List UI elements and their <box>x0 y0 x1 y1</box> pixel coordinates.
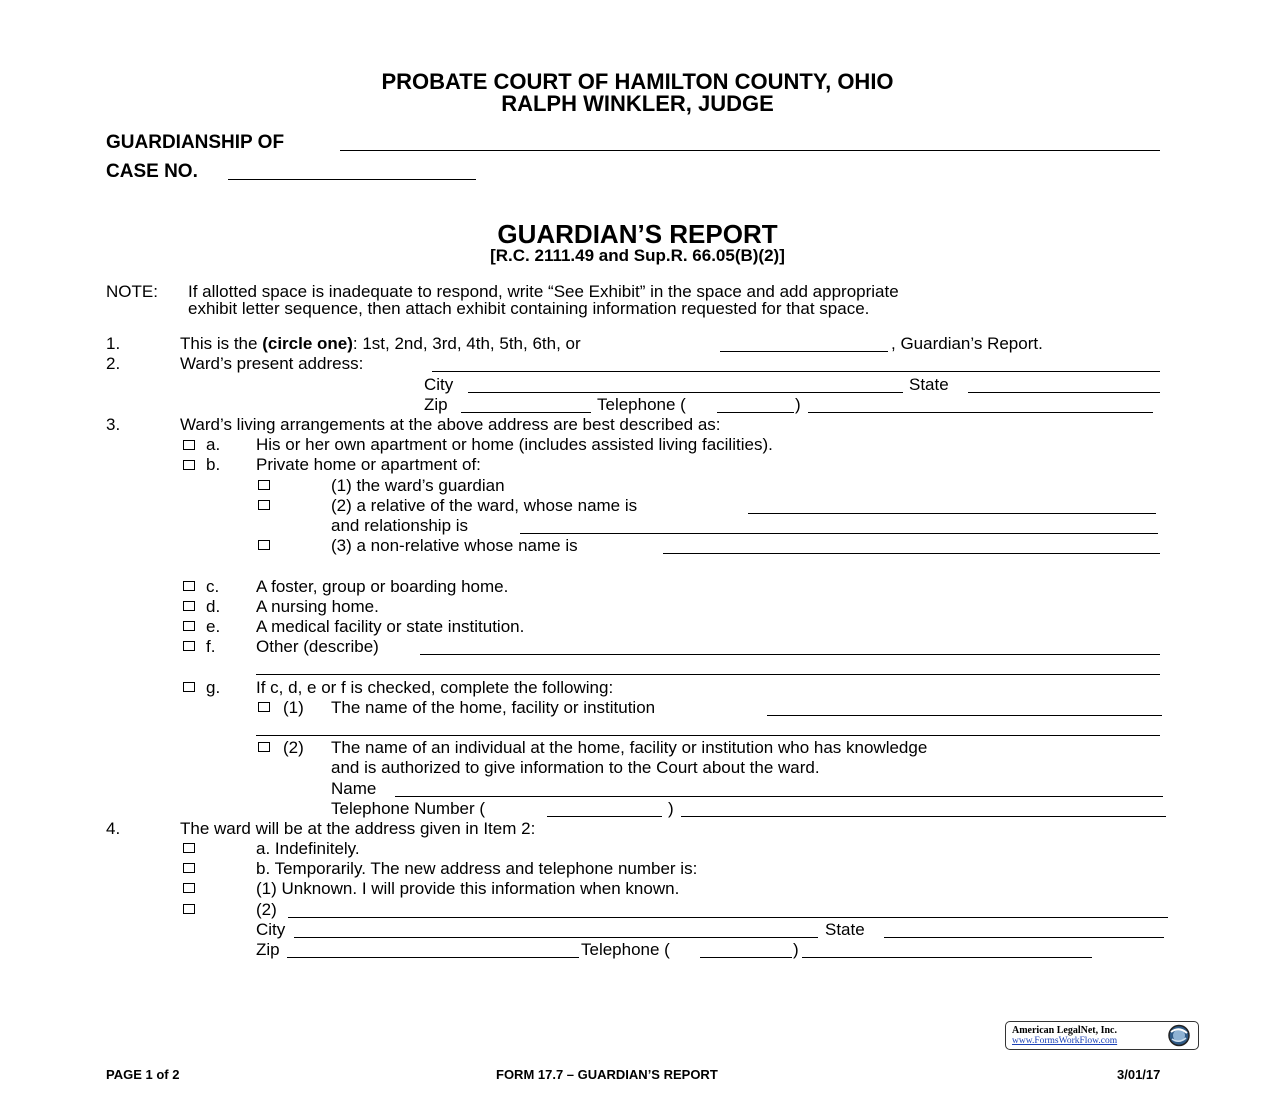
facility-name-field-2[interactable] <box>256 735 1160 736</box>
contact-telephone-label: Telephone Number ( <box>331 799 486 818</box>
area-code-field[interactable] <box>717 412 794 413</box>
guardianship-label: GUARDIANSHIP OF <box>106 132 285 153</box>
logo-company: American LegalNet, Inc. <box>1012 1025 1117 1036</box>
option-3g2-number: (2) <box>283 738 304 757</box>
option-3f-text: Other (describe) <box>256 637 379 656</box>
checkbox-3a[interactable] <box>183 440 195 450</box>
new-zip-field[interactable] <box>287 957 579 958</box>
report-number-field[interactable] <box>720 351 888 352</box>
guardianship-field[interactable] <box>340 150 1160 151</box>
zip-label: Zip <box>424 395 448 414</box>
case-no-field[interactable] <box>228 179 476 180</box>
other-describe-field[interactable] <box>420 654 1160 655</box>
item-4-label: The ward will be at the address given in Item 2: <box>180 819 536 838</box>
relationship-field[interactable] <box>520 533 1158 534</box>
new-address-field[interactable] <box>288 917 1168 918</box>
page-number: PAGE 1 of 2 <box>106 1067 180 1082</box>
relative-name-field[interactable] <box>748 513 1156 514</box>
option-3e-letter: e. <box>206 617 221 636</box>
option-3b3-text: (3) a non-relative whose name is <box>331 536 578 555</box>
new-zip-label: Zip <box>256 940 280 959</box>
option-3a-letter: a. <box>206 435 221 454</box>
item-4-number: 4. <box>106 819 121 838</box>
new-telephone-label: Telephone ( <box>581 940 670 959</box>
note-line-1: If allotted space is inadequate to respond, write “See Exhibit” in the space and add appropriate <box>188 282 899 301</box>
item-1-number: 1. <box>106 334 121 353</box>
globe-icon <box>1164 1024 1194 1047</box>
item-1-circle-one: (circle one) <box>262 334 353 353</box>
note-line-2: exhibit letter sequence, then attach exhibit containing information requested for that space. <box>188 299 870 318</box>
city-label: City <box>424 375 454 394</box>
option-3c-text: A foster, group or boarding home. <box>256 577 509 596</box>
new-telephone-field[interactable] <box>802 957 1092 958</box>
judge-name: RALPH WINKLER, JUDGE <box>501 91 774 116</box>
option-3b-letter: b. <box>206 455 221 474</box>
zip-field[interactable] <box>461 412 591 413</box>
option-3d-letter: d. <box>206 597 221 616</box>
checkbox-3f[interactable] <box>183 641 195 651</box>
item-2-number: 2. <box>106 354 121 373</box>
new-city-label: City <box>256 920 286 939</box>
living-arrangements-label: Ward’s living arrangements at the above address are best described as: <box>180 415 721 434</box>
checkbox-3b1[interactable] <box>258 480 270 490</box>
checkbox-3b[interactable] <box>183 460 195 470</box>
contact-area-code-field[interactable] <box>547 816 662 817</box>
option-3e-text: A medical facility or state institution. <box>256 617 525 636</box>
court-title: PROBATE COURT OF HAMILTON COUNTY, OHIO <box>381 69 894 94</box>
new-city-field[interactable] <box>294 937 818 938</box>
option-3a-text: His or her own apartment or home (includes assisted living facilities). <box>256 435 773 454</box>
new-telephone-paren: ) <box>793 940 799 959</box>
non-relative-name-field[interactable] <box>663 553 1160 554</box>
option-3f-letter: f. <box>206 637 216 656</box>
checkbox-3c[interactable] <box>183 581 195 591</box>
checkbox-3b2[interactable] <box>258 500 270 510</box>
new-area-code-field[interactable] <box>700 957 792 958</box>
other-describe-field-2[interactable] <box>256 674 1160 675</box>
contact-telephone-paren: ) <box>668 799 674 818</box>
americanlegalnet-logo[interactable] <box>1005 1021 1199 1050</box>
telephone-label: Telephone ( <box>597 395 686 414</box>
checkbox-4-unknown[interactable] <box>183 883 195 893</box>
facility-name-field[interactable] <box>767 715 1162 716</box>
form-name: FORM 17.7 – GUARDIAN’S REPORT <box>496 1067 718 1082</box>
checkbox-3e[interactable] <box>183 621 195 631</box>
item-1-end: , Guardian’s Report. <box>891 334 1043 353</box>
option-3g2-line-1: The name of an individual at the home, facility or institution who has knowledge <box>331 738 928 757</box>
case-no-label: CASE NO. <box>106 161 198 182</box>
option-4-unknown-text: (1) Unknown. I will provide this information when known. <box>256 879 680 898</box>
option-3d-text: A nursing home. <box>256 597 379 616</box>
item-1-pre: This is the <box>180 334 263 353</box>
state-field[interactable] <box>968 392 1160 393</box>
checkbox-3g[interactable] <box>183 682 195 692</box>
contact-name-label: Name <box>331 779 377 798</box>
checkbox-3d[interactable] <box>183 601 195 611</box>
new-state-label: State <box>825 920 865 939</box>
option-3g-text: If c, d, e or f is checked, complete the following: <box>256 678 614 697</box>
item-1-options[interactable]: : 1st, 2nd, 3rd, 4th, 5th, 6th, or <box>352 334 581 353</box>
relationship-label: and relationship is <box>331 516 469 535</box>
checkbox-4-2[interactable] <box>183 904 195 914</box>
checkbox-3b3[interactable] <box>258 540 270 550</box>
state-label: State <box>909 375 949 394</box>
checkbox-3g1[interactable] <box>258 702 270 712</box>
form-date: 3/01/17 <box>1117 1067 1161 1082</box>
option-3g2-line-2: and is authorized to give information to the Court about the ward. <box>331 758 820 777</box>
option-3b1-text: (1) the ward’s guardian <box>331 476 505 495</box>
option-4a-text: a. Indefinitely. <box>256 839 360 858</box>
present-address-field[interactable] <box>432 371 1160 372</box>
option-3c-letter: c. <box>206 577 220 596</box>
statute-reference: [R.C. 2111.49 and Sup.R. 66.05(B)(2)] <box>490 246 785 265</box>
telephone-paren: ) <box>795 395 801 414</box>
checkbox-4b[interactable] <box>183 863 195 873</box>
telephone-field[interactable] <box>808 412 1153 413</box>
option-3g1-number: (1) <box>283 698 304 717</box>
present-address-label: Ward’s present address: <box>180 354 364 373</box>
contact-name-field[interactable] <box>395 796 1163 797</box>
option-3g-letter: g. <box>206 678 221 697</box>
option-4-2-number: (2) <box>256 900 277 919</box>
option-4b-text: b. Temporarily. The new address and telephone number is: <box>256 859 698 878</box>
city-field[interactable] <box>468 392 903 393</box>
note-label: NOTE: <box>106 282 158 301</box>
new-state-field[interactable] <box>884 937 1164 938</box>
option-3g1-text: The name of the home, facility or institution <box>331 698 656 717</box>
item-1-text <box>180 334 581 354</box>
checkbox-3g2[interactable] <box>258 742 270 752</box>
item-3-number: 3. <box>106 415 121 434</box>
option-3b2-text: (2) a relative of the ward, whose name is <box>331 496 638 515</box>
contact-telephone-field[interactable] <box>681 816 1166 817</box>
checkbox-4a[interactable] <box>183 843 195 853</box>
logo-url[interactable]: www.FormsWorkFlow.com <box>1012 1036 1118 1046</box>
option-3b-text: Private home or apartment of: <box>256 455 481 474</box>
page-title: GUARDIAN’S REPORT <box>497 219 778 249</box>
